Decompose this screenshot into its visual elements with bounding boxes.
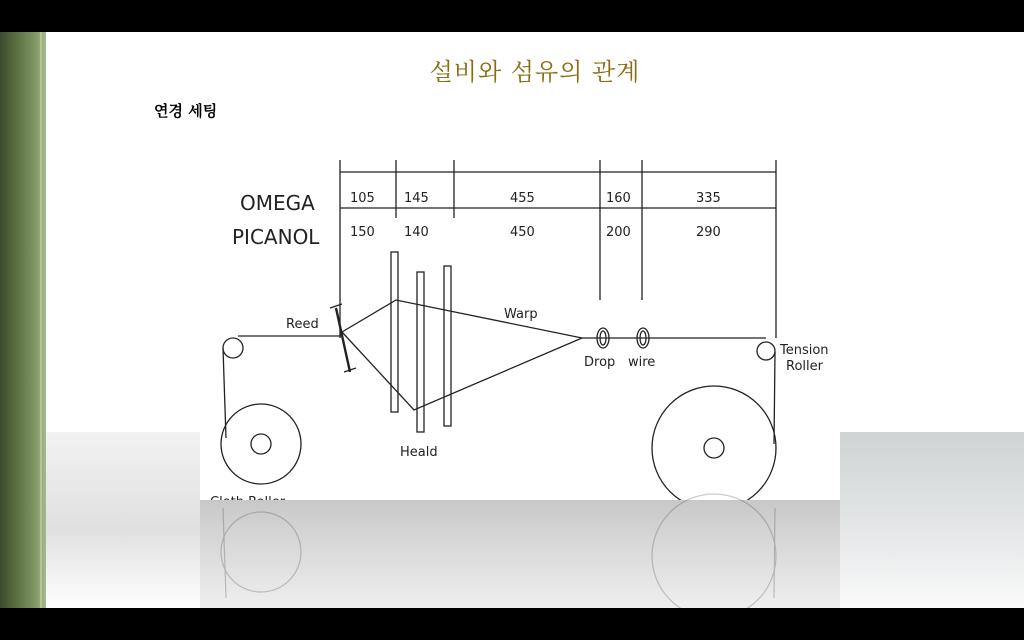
picanol-value-1: 150 [350, 225, 375, 240]
warp-beam-hub [704, 438, 724, 458]
omega-value-1: 105 [350, 191, 375, 206]
bottom-letterbox-bar [0, 608, 1024, 640]
omega-value-5: 335 [696, 191, 721, 206]
picanol-value-3: 450 [510, 225, 535, 240]
omega-value-3: 455 [510, 191, 535, 206]
picanol-value-5: 290 [696, 225, 721, 240]
picanol-value-2: 140 [404, 225, 429, 240]
row-label-omega: OMEGA [240, 191, 315, 215]
warp-beam-side-line [774, 352, 775, 444]
loom-diagram [200, 148, 840, 500]
cloth-roller-hub [251, 434, 271, 454]
heald-frame-3 [444, 266, 451, 426]
cloth-roller-circle [221, 404, 301, 484]
slide-floor-right-panel [838, 432, 1024, 608]
drop-label: Drop [584, 355, 616, 370]
warp-label: Warp [504, 307, 538, 322]
reed-bar [336, 308, 350, 372]
reflection-svg [200, 500, 840, 608]
tension-label: Tension [780, 343, 829, 358]
loom-diagram-svg [200, 148, 840, 500]
omega-value-4: 160 [606, 191, 631, 206]
slide-title: 설비와 섬유의 관계 [429, 58, 641, 86]
front-roller [223, 338, 243, 358]
tension-roller-circle [757, 342, 775, 360]
heald-label: Heald [400, 445, 438, 460]
roller-label: Roller [786, 359, 823, 374]
picanol-value-4: 200 [606, 225, 631, 240]
omega-value-2: 145 [404, 191, 429, 206]
slide-subtitle: 연경 세팅 [154, 102, 218, 120]
warp-beam-circle [652, 386, 776, 510]
warp-upper-line [342, 300, 582, 338]
reed-label: Reed [286, 317, 319, 332]
diagram-reflection [200, 500, 840, 608]
top-letterbox-bar [0, 0, 1024, 32]
wire-label: wire [628, 355, 656, 370]
row-label-picanol: PICANOL [232, 225, 320, 249]
slide-canvas [46, 32, 1024, 608]
slide-side-decoration [0, 32, 46, 608]
warp-lower-line [342, 332, 582, 410]
